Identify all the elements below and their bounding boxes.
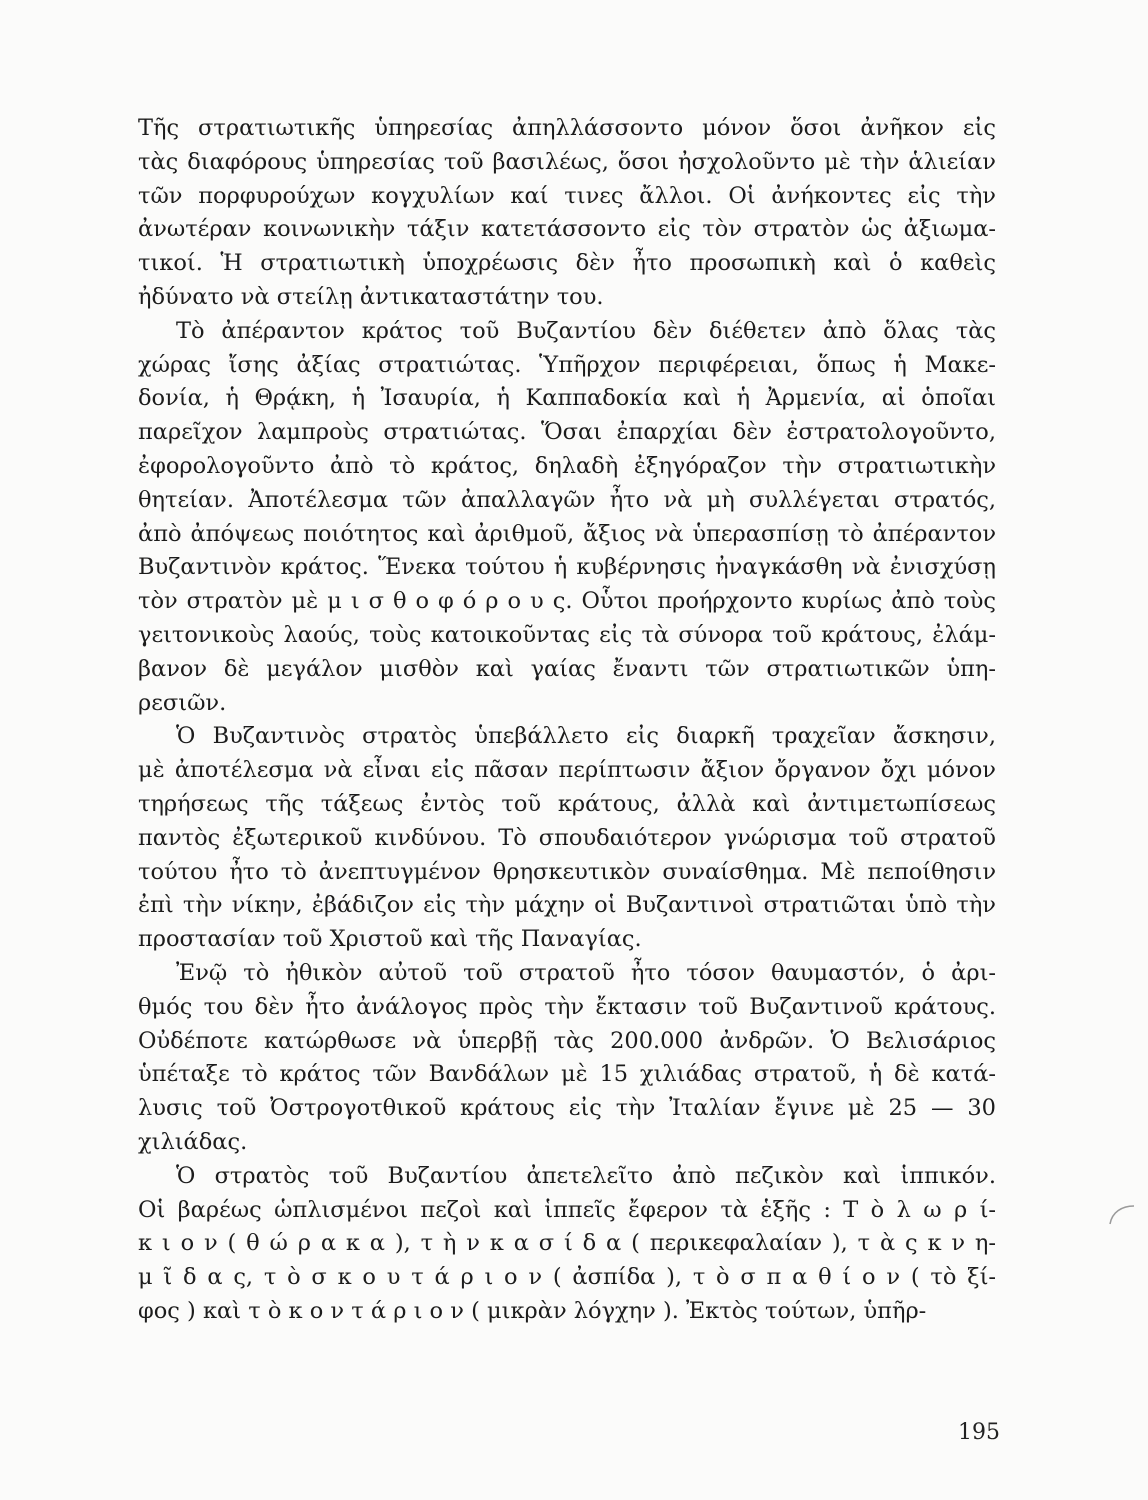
text-line: ὑπέταξε τὸ κράτος τῶν Βανδάλων μὲ 15 χιλιάδας στρατοῦ, ἡ δὲ κατά- xyxy=(138,1061,996,1088)
text-line: χώρας ἴσης ἀξίας στρατιώτας. Ὑπῆρχον περιφέρειαι, ὅπως ἡ Μακε- xyxy=(138,351,996,378)
text-line: παντὸς ἐξωτερικοῦ κινδύνου. Τὸ σπουδαιότερον γνώρισμα τοῦ στρατοῦ xyxy=(138,824,996,851)
text-line: φος ) καὶ τ ὸ κ ο ν τ ά ρ ι ο ν ( μικρὰν λόγχην ). Ἐκτὸς τούτων, ὑπῆρ- xyxy=(138,1297,927,1324)
text-line: Ὁ στρατὸς τοῦ Βυζαντίου ἀπετελεῖτο ἀπὸ πεζικὸν καὶ ἱππικόν. xyxy=(176,1162,996,1189)
text-line: Τῆς στρατιωτικῆς ὑπηρεσίας ἀπηλλάσσοντο μόνον ὅσοι ἀνῆκον εἰς xyxy=(138,115,996,141)
text-line: Οὐδέποτε κατώρθωσε νὰ ὑπερβῇ τὰς 200.000 ἀνδρῶν. Ὁ Βελισάριος xyxy=(138,1027,996,1054)
text-line: ἠδύνατο νὰ στείλῃ ἀντικαταστάτην του. xyxy=(138,283,604,310)
text-line: βανον δὲ μεγάλον μισθὸν καὶ γαίας ἔναντι τῶν στρατιωτικῶν ὑπη- xyxy=(138,655,996,682)
text-line: ρεσιῶν. xyxy=(138,689,227,716)
paragraph xyxy=(138,315,996,721)
text-line: μὲ ἀποτέλεσμα νὰ εἶναι εἰς πᾶσαν περίπτωσιν ἄξιον ὄργανον ὄχι μόνον xyxy=(138,757,996,784)
text-line: τὰς διαφόρους ὑπηρεσίας τοῦ βασιλέως, ὅσοι ἠσχολοῦντο μὲ τὴν ἁλιείαν xyxy=(138,148,996,175)
text-line: χιλιάδας. xyxy=(138,1128,248,1155)
text-line: θητείαν. Ἀποτέλεσμα τῶν ἀπαλλαγῶν ἦτο νὰ μὴ συλλέγεται στρατός, xyxy=(138,486,996,513)
text-line: παρεῖχον λαμπροὺς στρατιώτας. Ὅσαι ἐπαρχίαι δὲν ἐστρατολογοῦντο, xyxy=(138,419,996,446)
text-line: γειτονικοὺς λαούς, τοὺς κατοικοῦντας εἰς τὰ σύνορα τοῦ κράτους, ἐλάμ- xyxy=(138,621,996,648)
text-line: ἀνωτέραν κοινωνικὴν τάξιν κατετάσσοντο εἰς τὸν στρατὸν ὡς ἀξιωμα- xyxy=(138,216,996,243)
text-line: Βυζαντινὸν κράτος. Ἕνεκα τούτου ἡ κυβέρνησις ἠναγκάσθη νὰ ἐνισχύσῃ xyxy=(138,554,996,581)
paragraph xyxy=(138,720,996,957)
text-line: ἐφορολογοῦντο ἀπὸ τὸ κράτος, δηλαδὴ ἐξηγόραζον τὴν στρατιωτικὴν xyxy=(138,452,996,479)
paragraph xyxy=(138,112,996,315)
text-line: λυσις τοῦ Ὀστρογοτθικοῦ κράτους εἰς τὴν Ἰταλίαν ἔγινε μὲ 25 — 30 xyxy=(138,1095,996,1122)
text-line: τικοί. Ἡ στρατιωτικὴ ὑποχρέωσις δὲν ἦτο προσωπικὴ καὶ ὁ καθεὶς xyxy=(138,250,996,277)
text-line: τὸν στρατὸν μὲ μ ι σ θ ο φ ό ρ ο υ ς. Οὗτοι προήρχοντο κυρίως ἀπὸ τοὺς xyxy=(138,588,996,615)
body-text xyxy=(138,112,996,1329)
text-line: Ἐνῷ τὸ ἠθικὸν αὐτοῦ τοῦ στρατοῦ ἦτο τόσον θαυμαστόν, ὁ ἀρι- xyxy=(176,959,996,986)
page-number: 195 xyxy=(958,1420,1000,1445)
text-line: Ὁ Βυζαντινὸς στρατὸς ὑπεβάλλετο εἰς διαρκῆ τραχεῖαν ἄσκησιν, xyxy=(176,723,996,750)
text-line: θμός του δὲν ἦτο ἀνάλογος πρὸς τὴν ἔκτασιν τοῦ Βυζαντινοῦ κράτους. xyxy=(138,993,996,1020)
text-line: τούτου ἦτο τὸ ἀνεπτυγμένον θρησκευτικὸν συναίσθημα. Μὲ πεποίθησιν xyxy=(138,858,996,885)
margin-pencil-mark xyxy=(1100,1200,1140,1230)
text-line: Οἱ βαρέως ὡπλισμένοι πεζοὶ καὶ ἱππεῖς ἔφερον τὰ ἑξῆς : Τ ὸ λ ω ρ ί- xyxy=(138,1196,996,1223)
text-line: μ ῖ δ α ς, τ ὸ σ κ ο υ τ ά ρ ι ο ν ( ἀσπίδα ), τ ὸ σ π α θ ί ο ν ( τὸ ξί- xyxy=(138,1264,996,1291)
paragraph xyxy=(138,957,996,1160)
text-line: ἐπὶ τὴν νίκην, ἐβάδιζον εἰς τὴν μάχην οἱ Βυζαντινοὶ στρατιῶται ὑπὸ τὴν xyxy=(138,892,996,919)
text-line: Τὸ ἀπέραντον κράτος τοῦ Βυζαντίου δὲν διέθετεν ἀπὸ ὅλας τὰς xyxy=(176,317,996,344)
text-line: τηρήσεως τῆς τάξεως ἐντὸς τοῦ κράτους, ἀλλὰ καὶ ἀντιμετωπίσεως xyxy=(138,790,996,817)
paragraph xyxy=(138,1160,996,1329)
text-line: προστασίαν τοῦ Χριστοῦ καὶ τῆς Παναγίας. xyxy=(138,926,642,953)
text-line: κ ι ο ν ( θ ώ ρ α κ α ), τ ὴ ν κ α σ ί δ α ( περικεφαλαίαν ), τ ὰ ς κ ν η- xyxy=(138,1230,996,1257)
text-line: ἀπὸ ἀπόψεως ποιότητος καὶ ἀριθμοῦ, ἄξιος νὰ ὑπερασπίσῃ τὸ ἀπέραντον xyxy=(138,520,996,547)
text-line: τῶν πορφυρούχων κογχυλίων καί τινες ἄλλοι. Οἱ ἀνήκοντες εἰς τὴν xyxy=(138,182,996,209)
text-line: δονία, ἡ Θρᾴκη, ἡ Ἰσαυρία, ἡ Καππαδοκία καὶ ἡ Ἀρμενία, αἱ ὁποῖαι xyxy=(138,385,996,412)
